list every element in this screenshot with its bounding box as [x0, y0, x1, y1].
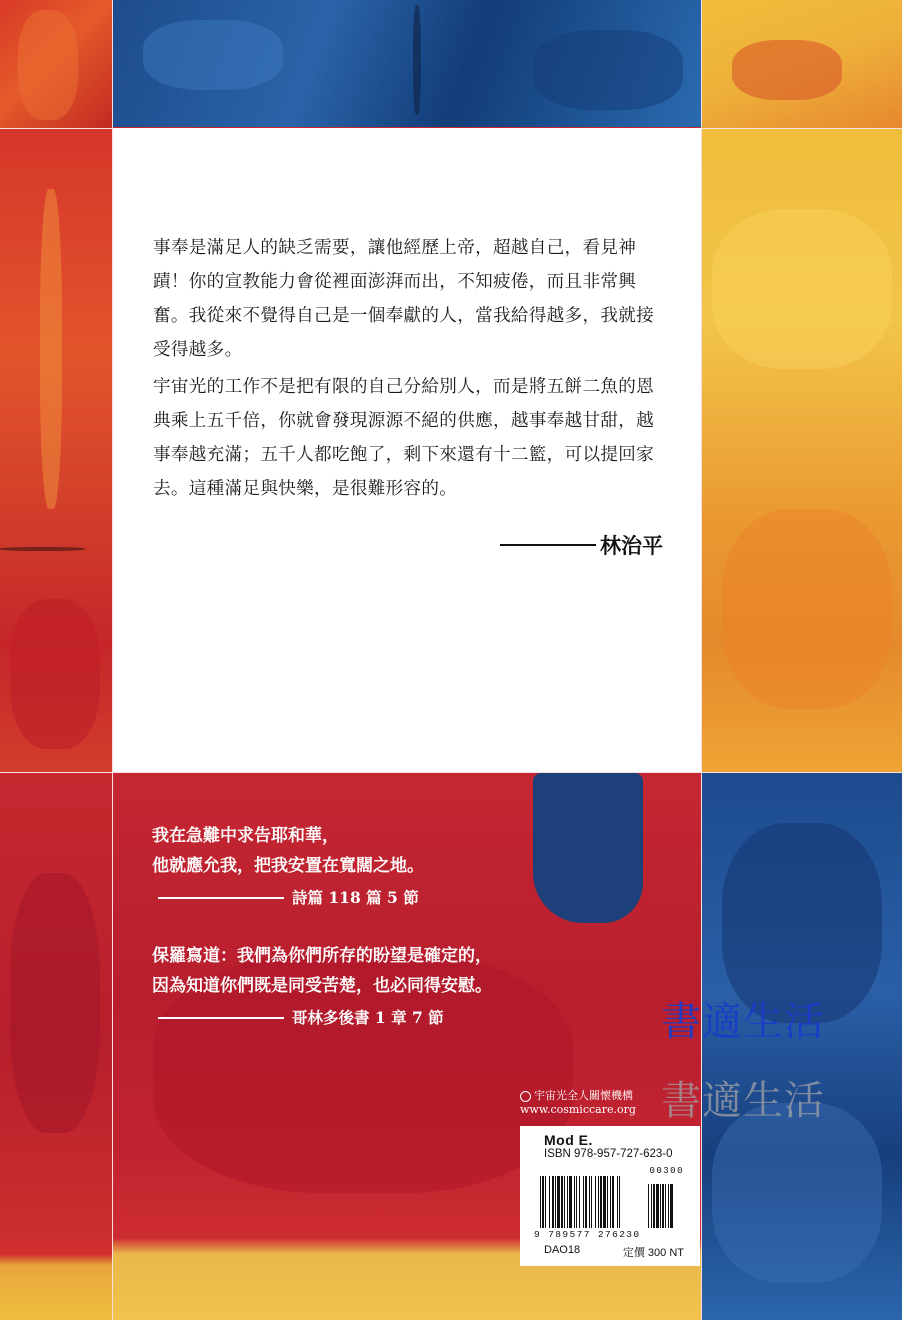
barcode-bar — [660, 1184, 661, 1228]
publisher-logo-icon — [520, 1091, 531, 1102]
brand-logo: Mod E. — [544, 1132, 593, 1148]
watermark-secondary: 書適生活 — [661, 1078, 825, 1124]
quote-line: 他就應允我，把我安置在寬闊之地。 — [152, 856, 424, 876]
barcode-bar — [540, 1176, 541, 1228]
barcode-bar — [648, 1184, 649, 1228]
brush-stroke — [143, 20, 283, 90]
text-panel — [113, 128, 701, 772]
signature-dash — [500, 544, 596, 546]
brush-stroke — [0, 547, 85, 551]
barcode-bar — [555, 1176, 556, 1228]
brush-stroke — [712, 1103, 882, 1283]
barcode-bar — [583, 1176, 584, 1228]
barcode-bar — [603, 1176, 606, 1228]
barcode-bar — [585, 1176, 587, 1228]
author-signature — [500, 530, 663, 560]
barcode-bar — [670, 1184, 673, 1228]
isbn-number: ISBN 978-957-727-623-0 — [544, 1148, 673, 1160]
barcode-bar — [610, 1176, 611, 1228]
grid-divider — [0, 772, 902, 773]
barcode-bar — [656, 1184, 659, 1228]
barcode-bar — [567, 1176, 568, 1228]
barcode-bar — [557, 1176, 560, 1228]
barcode-bar — [579, 1176, 580, 1228]
brush-stroke — [40, 189, 62, 509]
barcode-bar — [598, 1176, 599, 1228]
barcode-bar — [619, 1176, 620, 1228]
painted-panel-bottom-left — [0, 773, 112, 1320]
barcode-bar — [600, 1176, 602, 1228]
barcode-bar — [574, 1176, 575, 1228]
publisher-name-row — [520, 1089, 636, 1103]
barcode-bar — [549, 1176, 550, 1228]
reference-text: 哥林多後書 1 章 7 節 — [292, 1008, 444, 1027]
main-paragraph-2: 宇宙光的工作不是把有限的自己分給別人，而是將五餅二魚的恩典乘上五千倍，你就會發現源源不絕的供應，越事奉越甘甜，越事奉越充滿；五千人都吃飽了，剩下來還有十二籃，可以提回家去。這種滿足與快樂，是很難形容的。 — [153, 377, 655, 499]
scripture-quote-1 — [152, 821, 424, 913]
painted-panel-top-right — [702, 0, 902, 128]
main-paragraph-1: 事奉是滿足人的缺乏需要，讓他經歷上帝，超越自己，看見神蹟！你的宣教能力會從裡面澎湃而出，不知疲倦，而且非常興奮。我從來不覺得自己是一個奉獻的人，當我給得越多，我就接受得越多。 — [153, 238, 655, 360]
quote-line: 我在急難中求告耶和華， — [152, 826, 339, 846]
barcode-bar — [662, 1184, 664, 1228]
barcode-bar — [576, 1176, 577, 1228]
barcode-bar — [607, 1176, 608, 1228]
publisher-block — [520, 1089, 636, 1117]
barcode-icon — [538, 1176, 682, 1228]
barcode-bar — [589, 1176, 590, 1228]
barcode-bar — [651, 1184, 652, 1228]
reference-rule — [158, 897, 284, 899]
barcode-bar — [591, 1176, 592, 1228]
brush-stroke — [18, 10, 78, 120]
barcode-bar — [552, 1176, 554, 1228]
reference-rule — [158, 1017, 284, 1019]
publisher-name: 宇宙光全人關懷機構 — [534, 1089, 633, 1102]
scripture-quote-2 — [152, 941, 492, 1033]
barcode-bar — [561, 1176, 563, 1228]
quote-reference — [158, 883, 424, 913]
painted-panel-left — [0, 129, 112, 772]
barcode-bar — [612, 1176, 614, 1228]
brush-stroke — [533, 30, 683, 110]
barcode-bar — [668, 1184, 669, 1228]
brush-stroke — [10, 599, 100, 749]
brush-stroke — [413, 5, 421, 115]
barcode-bar — [545, 1176, 546, 1228]
quote-line: 保羅寫道：我們為你們所存的盼望是確定的， — [152, 946, 492, 966]
painted-panel-top-left — [0, 0, 112, 128]
publisher-website: www.cosmiccare.org — [520, 1103, 636, 1116]
barcode-bar — [542, 1176, 544, 1228]
blue-paint-blob — [533, 773, 643, 923]
barcode-bar — [653, 1184, 655, 1228]
barcode-bar — [665, 1184, 666, 1228]
reference-text: 詩篇 118 篇 5 節 — [292, 888, 419, 907]
watermark-primary: 書適生活 — [661, 999, 825, 1045]
product-code: DAO18 — [544, 1244, 581, 1256]
quote-line: 因為知道你們既是同受苦楚，也必同得安慰。 — [152, 976, 492, 996]
brush-stroke — [10, 873, 100, 1133]
price-label: 定價 300 NT — [622, 1247, 684, 1259]
barcode-box — [520, 1126, 700, 1266]
brush-stroke — [732, 40, 842, 100]
barcode-bar — [617, 1176, 618, 1228]
price-code: 00300 — [649, 1166, 684, 1176]
author-name: 林治平 — [600, 533, 663, 558]
brush-stroke — [712, 209, 892, 369]
painted-panel-right — [702, 129, 902, 772]
barcode-bar — [595, 1176, 596, 1228]
quote-reference — [158, 1003, 492, 1033]
barcode-bar — [569, 1176, 572, 1228]
barcode-bar — [564, 1176, 565, 1228]
brush-stroke — [722, 509, 892, 709]
painted-panel-top-center — [113, 0, 701, 127]
barcode-digits: 9 789577 276230 — [534, 1229, 641, 1240]
